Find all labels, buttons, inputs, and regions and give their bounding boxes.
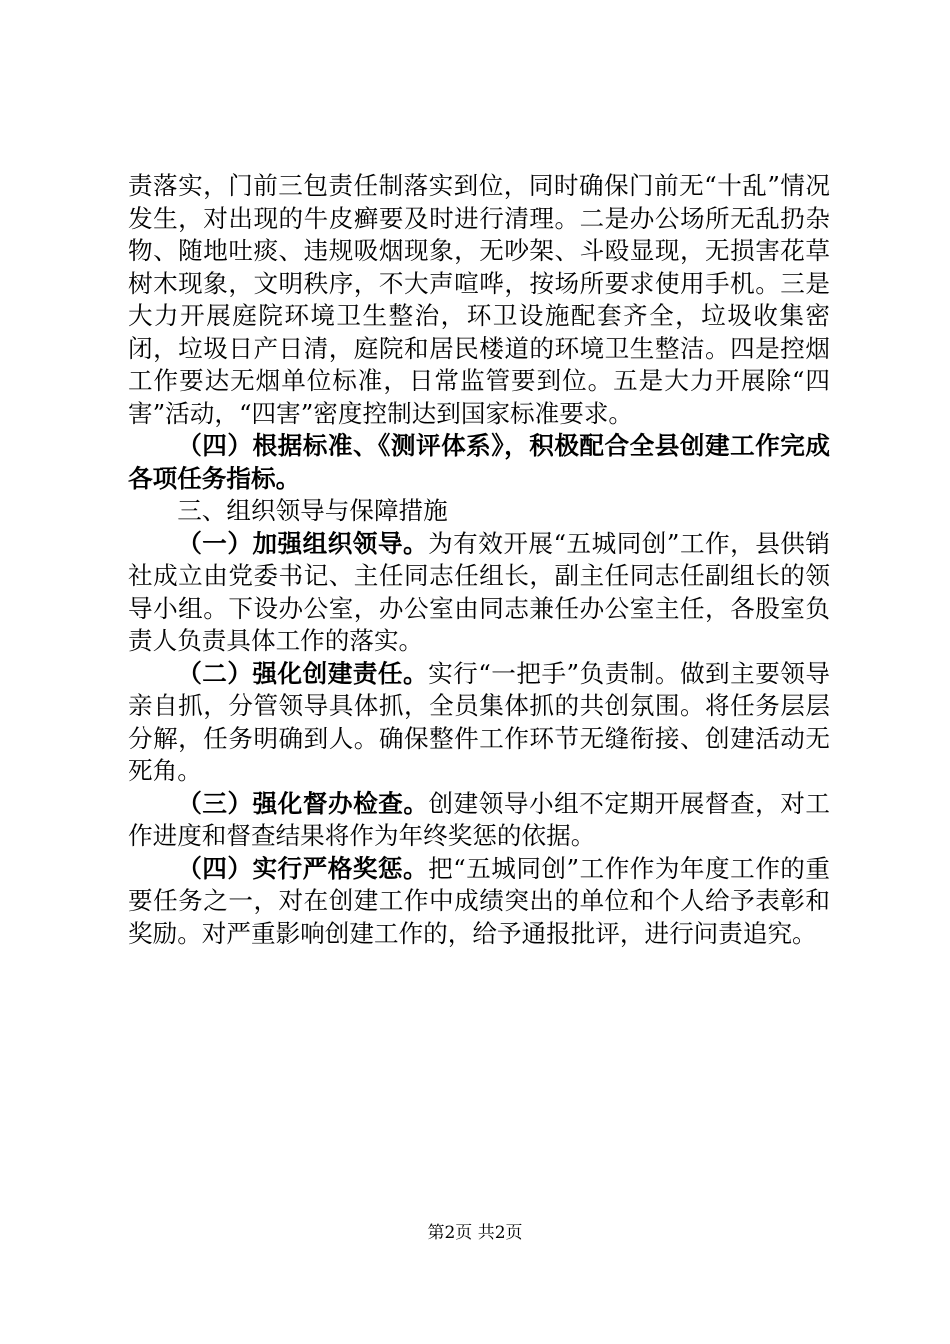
measure-lead: （二）强化创建责任。 — [177, 658, 429, 688]
measure-paragraph-rewards — [128, 853, 830, 951]
heading-text: 三、组织领导与保障措施 — [177, 496, 448, 525]
measure-paragraph-responsibility — [128, 658, 830, 788]
paragraph-continuation — [128, 170, 830, 430]
page-number-label: 第2页 共2页 — [427, 1223, 523, 1243]
section-heading-organization — [128, 495, 830, 528]
heading-text: （四）根据标准、《测评体系》，积极配合全县创建工作完成各项任务指标。 — [128, 431, 830, 493]
subsection-heading-targets — [128, 430, 830, 495]
measure-paragraph-inspection — [128, 788, 830, 853]
measure-text: 创建领导小组不定期开展督查，对工作进度和督查结果将作为年终奖惩的依据。 — [128, 788, 830, 850]
measure-lead: （三）强化督办检查。 — [177, 788, 429, 818]
measure-text: 实行“一把手”负责制。做到主要领导亲自抓，分管领导具体抓，全员集体抓的共创氛围。将任务层层分解，任务明确到人。确保整件工作环节无缝衔接、创建活动无死角。 — [128, 658, 830, 785]
page-footer — [0, 1218, 950, 1243]
measure-lead: （四）实行严格奖惩。 — [177, 853, 429, 883]
measure-paragraph-leadership — [128, 528, 830, 658]
paragraph-text: 责落实，门前三包责任制落实到位，同时确保门前无“十乱”情况发生，对出现的牛皮癣要及时进行清理。二是办公场所无乱扔杂物、随地吐痰、违规吸烟现象，无吵架、斗殴显现，无损害花草树木现象，文明秩序，不大声喧哗，按场所要求使用手机。三是大力开展庭院环境卫生整治，环卫设施配套齐全，垃圾收集密闭，垃圾日产日清，庭院和居民楼道的环境卫生整洁。四是控烟工作要达无烟单位标准，日常监管要到位。五是大力开展除“四害”活动，“四害”密度控制达到国家标准要求。 — [128, 171, 830, 428]
measure-text: 把“五城同创”工作作为年度工作的重要任务之一，对在创建工作中成绩突出的单位和个人给予表彰和奖励。对严重影响创建工作的，给予通报批评，进行问责追究。 — [128, 853, 830, 948]
measure-lead: （一）加强组织领导。 — [177, 528, 429, 558]
measure-text: 为有效开展“五城同创”工作，县供销社成立由党委书记、主任同志任组长，副主任同志任副组长的领导小组。下设办公室，办公室由同志兼任办公室主任，各股室负责人负责具体工作的落实。 — [128, 528, 830, 655]
document-body — [128, 170, 830, 950]
